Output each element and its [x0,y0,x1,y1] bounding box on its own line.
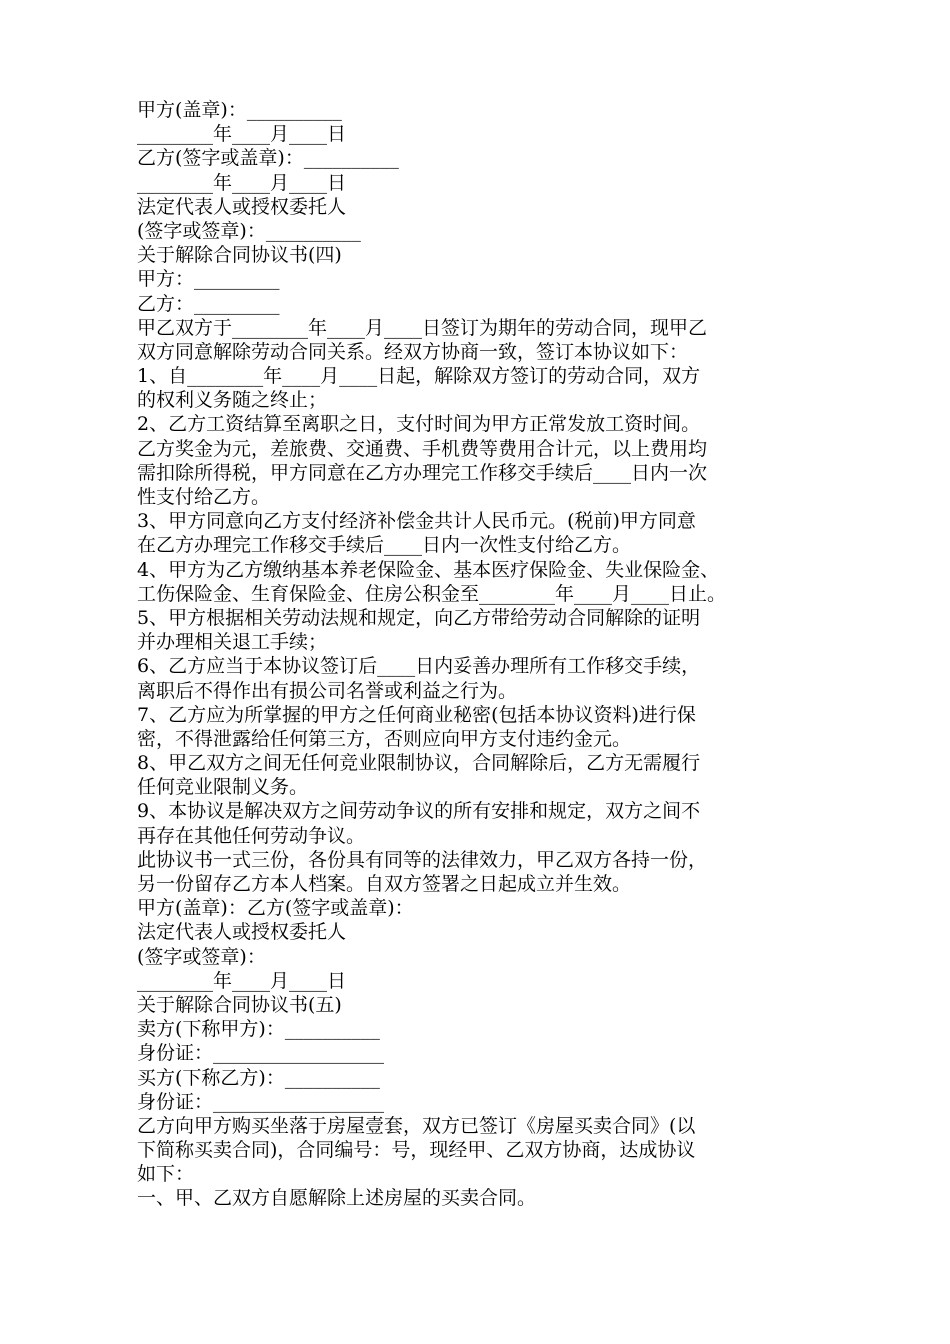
text-line: 乙方向甲方购买坐落于房屋壹套，双方已签订《房屋买卖合同》(以 [137,1114,696,1137]
text-line: 乙方(签字或盖章)：__________ [137,147,399,170]
text-line: 甲方：_________ [137,268,280,291]
text-line: 如下： [137,1163,195,1186]
text-line: 1、自________年____月____日起，解除双方签订的劳动合同，双方 [137,365,701,388]
text-line: (签字或签章)： [137,945,266,968]
text-line: 甲乙双方于________年____月____日签订为期年的劳动合同，现甲乙 [137,316,708,339]
text-line: 买方(下称乙方)：__________ [137,1066,380,1089]
text-line: (签字或签章)：__________ [137,219,361,242]
text-line: 甲方(盖章)：__________ [137,99,342,121]
text-line: 6、乙方应当于本协议签订后____日内妥善办理所有工作移交手续， [137,655,701,678]
text-line: 乙方：_________ [137,292,280,315]
text-line: 卖方(下称甲方)：__________ [137,1018,380,1041]
text-line: 3、甲方同意向乙方支付经济补偿金共计人民币元。(税前)甲方同意 [137,510,696,533]
text-line: 下简称买卖合同)，合同编号：号，现经甲、乙双方协商，达成协议 [137,1139,696,1162]
text-line: 工伤保险金、生育保险金、住房公积金至________年____月____日止。 [137,582,727,605]
text-line: 8、甲乙双方之间无任何竞业限制协议，合同解除后，乙方无需履行 [137,752,701,775]
text-line: 密，不得泄露给任何第三方，否则应向甲方支付违约金元。 [137,727,632,750]
text-line: 任何竞业限制义务。 [137,776,309,799]
text-line: 乙方奖金为元，差旅费、交通费、手机费等费用合计元，以上费用均 [137,437,708,460]
section-title: 关于解除合同协议书(四) [137,244,342,267]
document-page [137,98,817,1211]
text-line: 的权利义务随之终止； [137,389,328,412]
text-line: 并办理相关退工手续； [137,631,328,654]
text-line: 离职后不得作出有损公司名誉或利益之行为。 [137,679,518,702]
section-title: 关于解除合同协议书(五) [137,993,342,1016]
text-line: 双方同意解除劳动合同关系。经双方协商一致，签订本协议如下： [137,340,689,363]
text-line: 一、甲、乙双方自愿解除上述房屋的买卖合同。 [137,1187,537,1210]
text-line: 再存在其他任何劳动争议。 [137,824,366,847]
text-line: 法定代表人或授权委托人 [137,195,347,218]
text-line: 2、乙方工资结算至离职之日，支付时间为甲方正常发放工资时间。 [137,413,701,436]
text-line: 5、甲方根据相关劳动法规和规定，向乙方带给劳动合同解除的证明 [137,606,701,629]
text-line: 另一份留存乙方本人档案。自双方签署之日起成立并生效。 [137,873,632,895]
text-line: 身份证：__________________ [137,1042,385,1065]
text-line: ________年____月____日 [137,969,347,992]
text-line: ________年____月____日 [137,123,347,146]
text-line: 7、乙方应为所掌握的甲方之任何商业秘密(包括本协议资料)进行保 [137,703,696,726]
text-line: 4、甲方为乙方缴纳基本养老保险金、基本医疗保险金、失业保险金、 [137,558,720,581]
text-line: 性支付给乙方。 [137,486,271,508]
text-line: 身份证：__________________ [137,1090,385,1113]
text-line: 法定代表人或授权委托人 [137,921,347,944]
text-line: 在乙方办理完工作移交手续后____日内一次性支付给乙方。 [137,534,632,557]
text-line: 甲方(盖章)：乙方(签字或盖章)： [137,897,414,920]
text-line: ________年____月____日 [137,171,347,194]
text-line: 此协议书一式三份，各份具有同等的法律效力，甲乙双方各持一份， [137,848,708,871]
text-line: 需扣除所得税，甲方同意在乙方办理完工作移交手续后____日内一次 [137,461,708,484]
text-line: 9、本协议是解决双方之间劳动争议的所有安排和规定，双方之间不 [137,800,701,823]
